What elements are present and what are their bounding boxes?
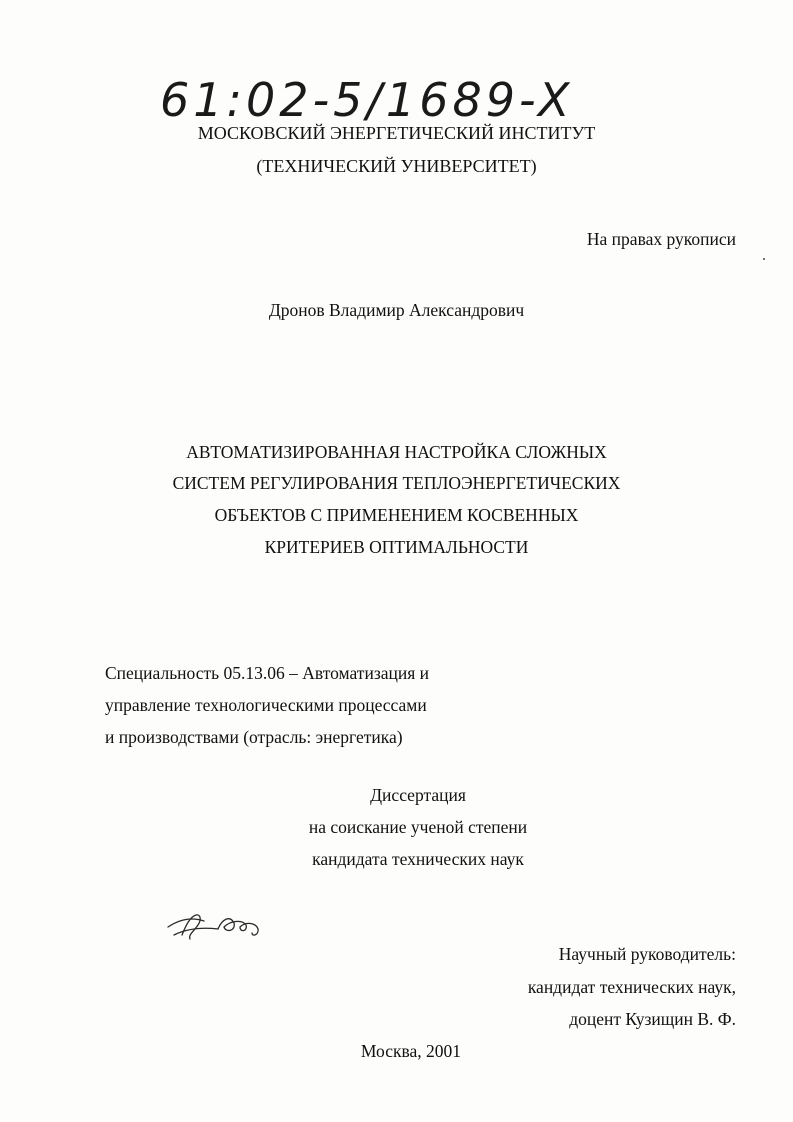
specialty-line-3: и производствами (отрасль: энергетика): [105, 727, 403, 747]
dissertation-line-1: Диссертация: [370, 785, 466, 805]
specialty-line-1: Специальность 05.13.06 – Автоматизация и: [105, 663, 430, 683]
supervisor-line-3: доцент Кузищин В. Ф.: [569, 1009, 736, 1029]
institute-name: МОСКОВСКИЙ ЭНЕРГЕТИЧЕСКИЙ ИНСТИТУТ: [197, 123, 596, 143]
author-name: Дронов Владимир Александрович: [268, 300, 525, 320]
dissertation-line-3: кандидата технических наук: [312, 849, 524, 869]
dissertation-line-2: на соискание ученой степени: [308, 817, 528, 837]
manuscript-note: На правах рукописи: [586, 229, 736, 249]
title-line-4: КРИТЕРИЕВ ОПТИМАЛЬНОСТИ: [264, 537, 529, 557]
place-year: Москва, 2001: [360, 1041, 462, 1061]
specialty-line-2: управление технологическими процессами: [105, 695, 427, 715]
archive-code-text: 61:02-5/1689-X: [160, 73, 574, 127]
handwritten-signature: [160, 905, 270, 945]
scan-speck: [763, 258, 765, 260]
institute-subtitle: (ТЕХНИЧЕСКИЙ УНИВЕРСИТЕТ): [256, 156, 537, 176]
title-line-1: АВТОМАТИЗИРОВАННАЯ НАСТРОЙКА СЛОЖНЫХ: [186, 442, 607, 462]
supervisor-line-1: Научный руководитель:: [558, 944, 736, 964]
title-line-2: СИСТЕМ РЕГУЛИРОВАНИЯ ТЕПЛОЭНЕРГЕТИЧЕСКИХ: [172, 473, 621, 493]
title-line-3: ОБЪЕКТОВ С ПРИМЕНЕНИЕМ КОСВЕННЫХ: [214, 505, 579, 525]
supervisor-line-2: кандидат технических наук,: [527, 977, 736, 997]
